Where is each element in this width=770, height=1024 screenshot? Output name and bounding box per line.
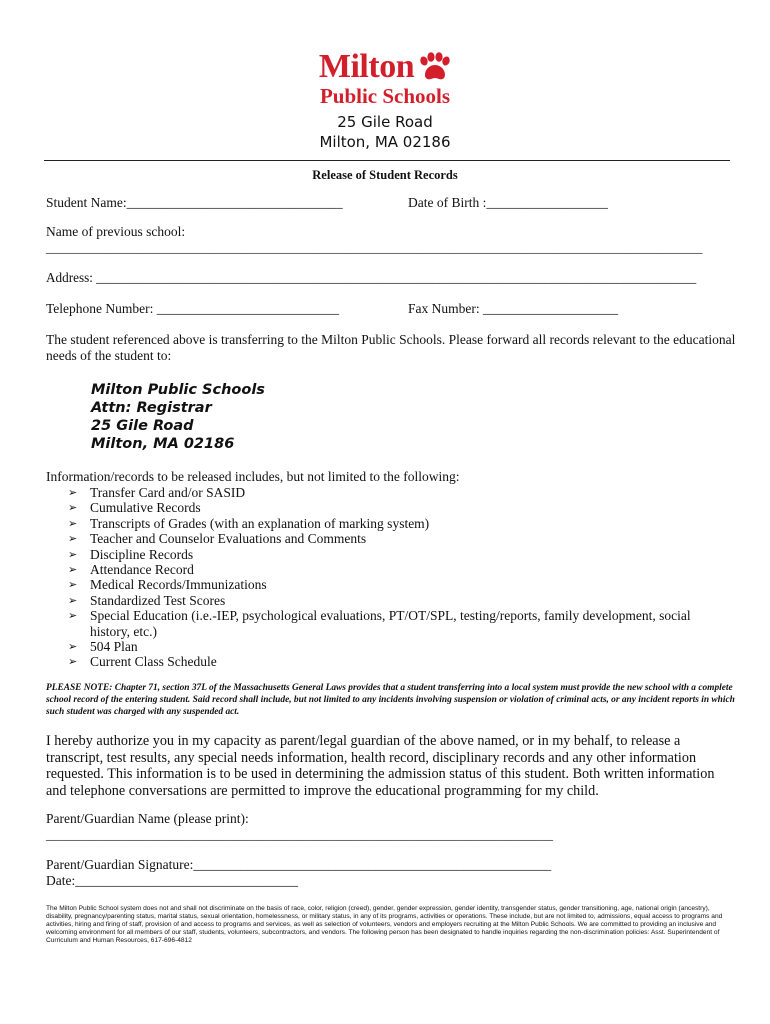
arrow-bullet-icon: ➢ [68, 516, 78, 530]
destination-line-2: Attn: Registrar [91, 400, 212, 416]
list-item: ➢ 504 Plan [68, 639, 138, 655]
arrow-bullet-icon: ➢ [68, 547, 78, 561]
list-item: ➢ Discipline Records [68, 546, 194, 562]
arrow-bullet-icon: ➢ [68, 640, 78, 654]
list-item: ➢ Attendance Record [68, 562, 194, 578]
list-item: ➢ Medical Records/Immunizations [68, 577, 267, 593]
form-title: Release of Student Records [312, 168, 458, 182]
list-item: ➢ Teacher and Counselor Evaluations and Comments [68, 531, 367, 547]
arrow-bullet-icon: ➢ [68, 609, 78, 623]
list-item: ➢ Current Class Schedule [68, 654, 217, 670]
destination-line-1: Milton Public Schools [91, 382, 265, 398]
arrow-bullet-icon: ➢ [68, 655, 78, 669]
list-item: ➢ Cumulative Records [68, 500, 201, 516]
previous-school-line: _____________________________________________________________________________________________________ [46, 240, 703, 255]
address-field: Address: ___________________________________________________________________________________________ [46, 270, 697, 285]
fax-field: Fax Number: ____________________ [408, 301, 618, 316]
student-name-field: Student Name:________________________________ [46, 195, 343, 210]
paw-print-icon [417, 52, 451, 82]
previous-school-label: Name of previous school: [46, 224, 186, 239]
header-city: Milton, MA 02186 [319, 133, 451, 151]
authorization-paragraph: I hereby authorize you in my capacity as parent/legal guardian of the above named, or in my behalf, to release a transcript, test results, any special needs information, health record, disciplinary records and any other information requested. This information is to be used in determining the admission status of this student. Both written information and telephone conversations are permitted to improve the educational programming for my child. [46, 733, 715, 799]
header-divider [44, 160, 730, 161]
milton-logo [0, 50, 770, 107]
telephone-field: Telephone Number: ___________________________ [46, 301, 340, 316]
records-list [68, 485, 718, 670]
list-item: ➢ Special Education (i.e.-IEP, psychological evaluations, PT/OT/SPL, testing/reports, family development, social history, etc.) [68, 608, 691, 639]
destination-line-4: Milton, MA 02186 [91, 436, 235, 452]
list-item: ➢ Standardized Test Scores [68, 592, 226, 608]
guardian-name-line: ______________________________________________________________________________ [46, 827, 553, 842]
date-of-birth-field: Date of Birth :__________________ [408, 195, 608, 210]
arrow-bullet-icon: ➢ [68, 593, 78, 607]
intro-paragraph: The student referenced above is transferring to the Milton Public Schools. Please forward all records relevant to the educational needs of the student to: [46, 332, 736, 363]
header-street: 25 Gile Road [337, 113, 433, 131]
list-item: ➢ Transcripts of Grades (with an explanation of marking system) [68, 515, 430, 531]
list-item: ➢ Transfer Card and/or SASID [68, 485, 246, 500]
arrow-bullet-icon: ➢ [68, 532, 78, 546]
guardian-name-label: Parent/Guardian Name (please print): [46, 811, 249, 826]
records-intro: Information/records to be released includes, but not limited to the following: [46, 469, 460, 484]
non-discrimination-footer: The Milton Public School system does not and shall not discriminate on the basis of race, color, religion (creed), gender, gender expression, gender identity, transgender status, gender transitioning, age, national origin (ancestry), disability, pregnancy/parenting status, marital status, sexual orientation, homelessness, or military status, in any of its programs, activities or operations. These include, but are not limited to, admissions, equal access to programs and activities, hiring and firing of staff, provision of and access to programs and services, as well as selection of volunteers, vendors and employers recruiting at the Milton Public Schools. We are committed to providing an inclusive and welcoming environment for all members of our staff, students, volunteers, subcontractors, and vendors. The following person has been designated to handle inquiries regarding the non-discrimination policies: Asst. Superintendent of Curriculum and Human Resources, 617-696-4812 [46, 905, 723, 944]
logo-text-milton: Milton [318, 48, 415, 85]
arrow-bullet-icon: ➢ [68, 563, 78, 577]
legal-note: PLEASE NOTE: Chapter 71, section 37L of the Massachusetts General Laws provides that a student transferring into a local system must provide the new school with a complete school record of the entering student. Said record shall include, but not limited to any incidents involving suspension or violation of criminal acts, or any incident reports in which such student was charged with any suspended act. [46, 683, 735, 717]
guardian-signature-field: Parent/Guardian Signature:_____________________________________________________ [46, 857, 552, 872]
date-field: Date:_________________________________ [46, 873, 298, 888]
arrow-bullet-icon: ➢ [68, 578, 78, 592]
logo-text-public-schools: Public Schools [319, 84, 451, 108]
destination-line-3: 25 Gile Road [91, 418, 194, 434]
arrow-bullet-icon: ➢ [68, 501, 78, 515]
arrow-bullet-icon: ➢ [68, 486, 78, 499]
